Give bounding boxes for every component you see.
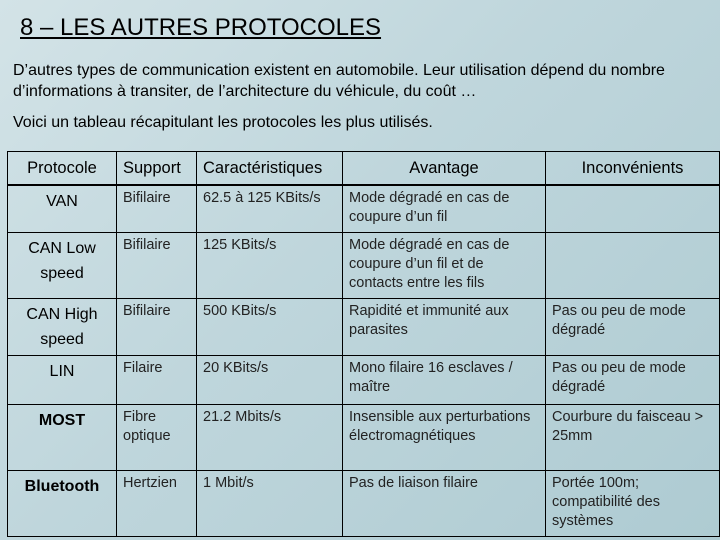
page-title: 8 – LES AUTRES PROTOCOLES bbox=[20, 14, 382, 41]
cell-protocol: MOST bbox=[8, 404, 117, 470]
cell-advantage: Insensible aux perturbations électromagnétiques bbox=[343, 404, 546, 470]
table-row bbox=[8, 470, 720, 536]
cell-advantage: Mono filaire 16 esclaves / maître bbox=[343, 355, 546, 404]
cell-advantage: Mode dégradé en cas de coupure d’un fil bbox=[343, 185, 546, 232]
cell-protocol: CAN Low speed bbox=[8, 232, 117, 298]
cell-protocol: VAN bbox=[8, 185, 117, 232]
table-row bbox=[8, 355, 720, 404]
cell-advantage: Mode dégradé en cas de coupure d’un fil et de contacts entre les fils bbox=[343, 232, 546, 298]
cell-support: Hertzien bbox=[117, 470, 197, 536]
cell-protocol: Bluetooth bbox=[8, 470, 117, 536]
intro-paragraph: D’autres types de communication existent en automobile. Leur utilisation dépend du nombre d’informations à transiter, de l’architecture du véhicule, du coût … bbox=[13, 62, 665, 100]
cell-advantage: Rapidité et immunité aux parasites bbox=[343, 298, 546, 355]
cell-protocol: CAN High speed bbox=[8, 298, 117, 355]
header-support: Support bbox=[117, 152, 197, 186]
cell-characteristics: 500 KBits/s bbox=[197, 298, 343, 355]
cell-characteristics: 125 KBits/s bbox=[197, 232, 343, 298]
cell-drawbacks bbox=[546, 232, 720, 298]
table-lead-text: Voici un tableau récapitulant les protocoles les plus utilisés. bbox=[13, 114, 433, 131]
table-row bbox=[8, 404, 720, 470]
cell-drawbacks: Courbure du faisceau > 25mm bbox=[546, 404, 720, 470]
cell-drawbacks: Pas ou peu de mode dégradé bbox=[546, 298, 720, 355]
header-inconvenients: Inconvénients bbox=[546, 152, 720, 186]
header-caracteristiques: Caractéristiques bbox=[197, 152, 343, 186]
cell-drawbacks: Portée 100m; compatibilité des systèmes bbox=[546, 470, 720, 536]
table-row bbox=[8, 185, 720, 232]
header-protocole: Protocole bbox=[8, 152, 117, 186]
cell-support: Bifilaire bbox=[117, 185, 197, 232]
cell-characteristics: 62.5 à 125 KBits/s bbox=[197, 185, 343, 232]
cell-support: Filaire bbox=[117, 355, 197, 404]
table-row bbox=[8, 232, 720, 298]
cell-characteristics: 21.2 Mbits/s bbox=[197, 404, 343, 470]
protocols-table bbox=[7, 151, 720, 537]
table-row bbox=[8, 298, 720, 355]
cell-characteristics: 1 Mbit/s bbox=[197, 470, 343, 536]
cell-drawbacks: Pas ou peu de mode dégradé bbox=[546, 355, 720, 404]
cell-support: Bifilaire bbox=[117, 232, 197, 298]
header-avantage: Avantage bbox=[343, 152, 546, 186]
cell-support: Fibre optique bbox=[117, 404, 197, 470]
cell-advantage: Pas de liaison filaire bbox=[343, 470, 546, 536]
table-header-row bbox=[8, 152, 720, 186]
cell-support: Bifilaire bbox=[117, 298, 197, 355]
cell-drawbacks bbox=[546, 185, 720, 232]
cell-protocol: LIN bbox=[8, 355, 117, 404]
cell-characteristics: 20 KBits/s bbox=[197, 355, 343, 404]
